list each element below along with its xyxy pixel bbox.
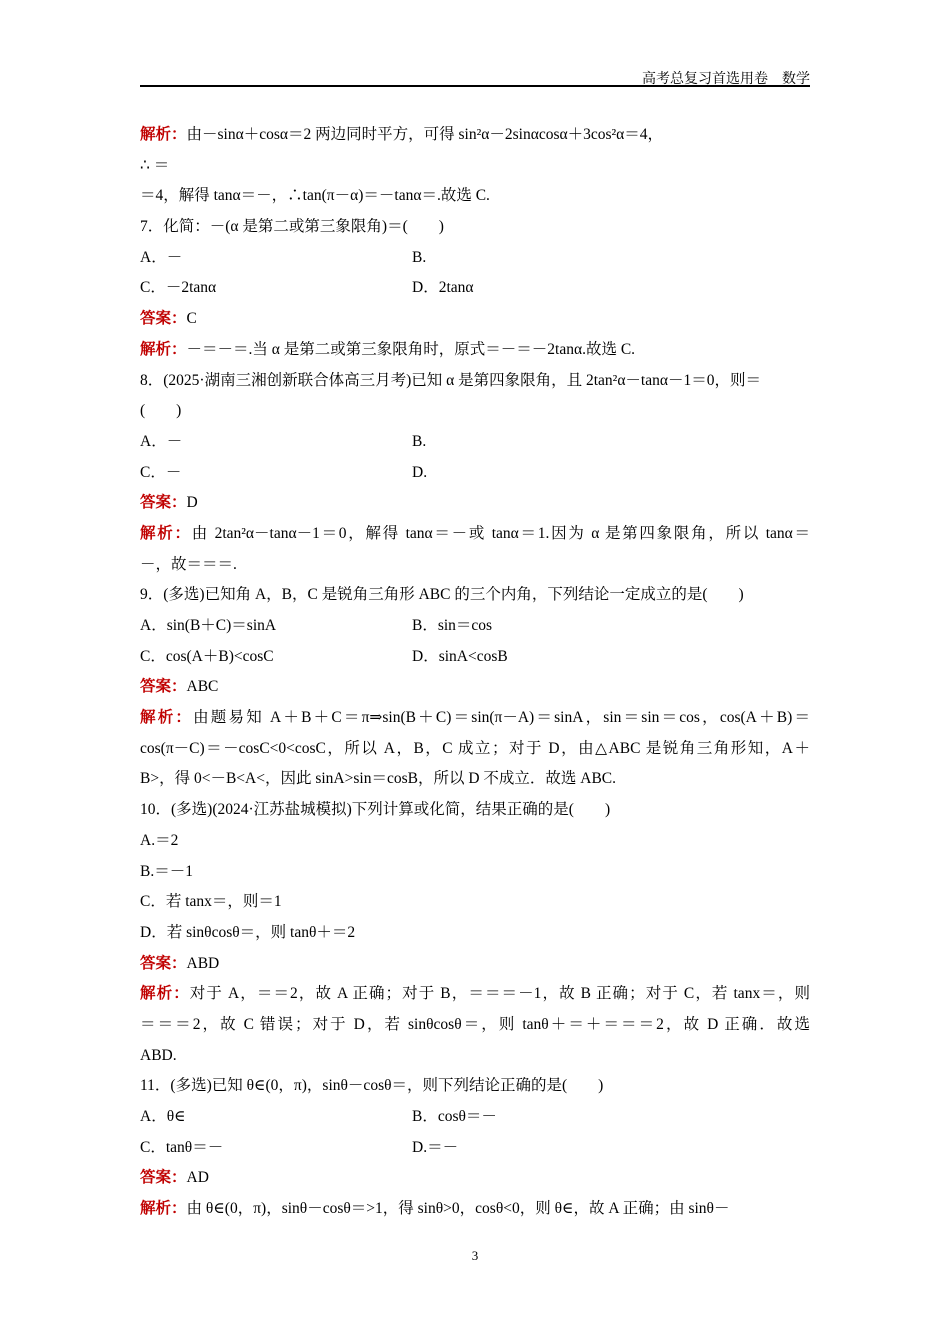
- line-text: ∴ ＝: [140, 156, 170, 174]
- answer-label: 解析：: [140, 524, 192, 542]
- text-line: [140, 918, 810, 949]
- line-text: ＝＝＝2，故 C 错误；对于 D，若 sinθcosθ＝，则 tanθ＋＝＋＝＝＝2，故 D 正确．故选: [140, 1015, 810, 1033]
- text-line: [140, 764, 810, 795]
- line-text: B.＝－1: [140, 862, 193, 880]
- text-line: [140, 887, 810, 918]
- option-right: D.: [412, 463, 428, 481]
- option-row: [140, 642, 810, 673]
- line-text: 由题易知 A＋B＋C＝π⇒sin(B＋C)＝sin(π－A)＝sinA，sin＝sin＝cos，cos(A＋B)＝: [193, 709, 810, 727]
- option-left: A．sin(B＋C)＝sinA: [140, 617, 277, 634]
- text-line: [140, 304, 810, 335]
- text-line: [140, 1163, 810, 1194]
- page-header-title: 高考总复习首选用卷 数学: [642, 72, 810, 87]
- line-text: ＝4，解得 tanα＝－，∴tan(π－α)＝－tanα＝.故选 C.: [140, 187, 490, 205]
- line-text: ABD: [186, 954, 220, 972]
- option-left: C．tanθ＝－: [140, 1138, 224, 1156]
- line-text: 由 θ∈(0，π)，sinθ－cosθ＝>1，得 sinθ>0，cosθ<0，则 θ∈，故 A 正确；由 sinθ－: [186, 1200, 730, 1218]
- text-line: [140, 795, 810, 826]
- line-text: B>，得 0<－B<A<，因此 sinA>sin＝cosB，所以 D 不成立．故选 ABC.: [140, 770, 617, 788]
- option-left: A．－: [140, 248, 183, 266]
- option-row: [140, 611, 810, 642]
- option-left: A．－: [140, 432, 183, 450]
- option-right: D．2tanα: [412, 279, 474, 297]
- text-line: [140, 1194, 810, 1225]
- option-row: [140, 1102, 810, 1133]
- option-left: C．cos(A＋B)<cosC: [140, 647, 274, 665]
- answer-label: 答案：: [140, 678, 187, 696]
- text-line: [140, 857, 810, 888]
- line-text: 11．(多选)已知 θ∈(0，π)，sinθ－cosθ＝，则下列结论正确的是( ): [140, 1077, 604, 1095]
- answer-label: 答案：: [140, 1169, 187, 1187]
- document-body: [140, 120, 810, 1225]
- text-line: [140, 151, 810, 182]
- text-line: [140, 734, 810, 765]
- text-line: [140, 1010, 810, 1041]
- line-text: D．若 sinθcosθ＝，则 tanθ＋＝2: [140, 923, 356, 941]
- text-line: [140, 672, 810, 703]
- option-right: B.: [412, 432, 427, 450]
- answer-label: 解析：: [140, 985, 190, 1003]
- line-text: ABD.: [140, 1046, 177, 1064]
- line-text: C: [186, 310, 197, 328]
- text-line: [140, 120, 810, 151]
- text-line: [140, 826, 810, 857]
- option-row: [140, 243, 810, 274]
- line-text: 8．(2025·湖南三湘创新联合体高三月考)已知 α 是第四象限角，且 2tan²α－tanα－1＝0，则＝: [140, 371, 761, 389]
- answer-label: 解析：: [140, 709, 194, 727]
- text-line: [140, 1041, 810, 1072]
- text-line: [140, 396, 810, 427]
- option-left: C．－2tanα: [140, 279, 217, 297]
- text-line: [140, 519, 810, 550]
- option-row: [140, 427, 810, 458]
- text-line: [140, 366, 810, 397]
- text-line: [140, 335, 810, 366]
- line-text: cos(π－C)＝－cosC<0<cosC，所以 A，B，C 成立；对于 D，由△ABC 是锐角三角形知，A＋: [140, 739, 810, 757]
- text-line: [140, 550, 810, 581]
- line-text: 由 2tan²α－tanα－1＝0，解得 tanα＝－或 tanα＝1.因为 α 是第四象限角，所以 tanα＝: [191, 524, 810, 542]
- option-row: [140, 458, 810, 489]
- text-line: [140, 580, 810, 611]
- text-line: [140, 181, 810, 212]
- text-line: [140, 703, 810, 734]
- answer-label: 解析：: [140, 126, 187, 143]
- option-right: B．sin＝cos: [412, 617, 493, 634]
- page-number: 3: [471, 1248, 479, 1263]
- answer-label: 解析：: [140, 340, 187, 358]
- option-right: B．cosθ＝－: [412, 1108, 497, 1125]
- option-right: B.: [412, 248, 427, 266]
- option-left: C．－: [140, 463, 182, 481]
- line-text: －，故＝＝＝.: [140, 555, 237, 573]
- text-line: [140, 949, 810, 980]
- line-text: C．若 tanx＝，则＝1: [140, 893, 282, 911]
- answer-label: 解析：: [140, 1200, 187, 1218]
- header-rule: [140, 85, 810, 87]
- option-row: [140, 273, 810, 304]
- option-right: D.＝－: [412, 1138, 459, 1156]
- answer-label: 答案：: [140, 494, 187, 512]
- option-row: [140, 1133, 810, 1164]
- line-text: D: [186, 494, 198, 512]
- line-text: 由－sinα＋cosα＝2 两边同时平方，可得 sin²α－2sinαcosα＋3cos²α＝4，: [186, 126, 664, 143]
- line-text: －＝－＝.当 α 是第二或第三象限角时，原式＝－＝－2tanα.故选 C.: [186, 340, 636, 358]
- line-text: 10．(多选)(2024·江苏盐城模拟)下列计算或化简，结果正确的是( ): [140, 801, 611, 819]
- line-text: 对于 A，＝＝2，故 A 正确；对于 B，＝＝＝－1，故 B 正确；对于 C，若 tanx＝，则: [189, 985, 810, 1003]
- text-line: [140, 212, 810, 243]
- line-text: AD: [186, 1169, 209, 1187]
- line-text: ABC: [186, 678, 219, 696]
- line-text: A.＝2: [140, 831, 179, 849]
- text-line: [140, 488, 810, 519]
- option-left: A．θ∈: [140, 1108, 186, 1125]
- line-text: ( ): [140, 402, 182, 420]
- text-line: [140, 979, 810, 1010]
- line-text: 7．化简：－(α 是第二或第三象限角)＝( ): [140, 218, 444, 236]
- text-line: [140, 1071, 810, 1102]
- answer-label: 答案：: [140, 954, 187, 972]
- line-text: 9．(多选)已知角 A，B，C 是锐角三角形 ABC 的三个内角，下列结论一定成立的是( ): [140, 586, 744, 604]
- answer-label: 答案：: [140, 310, 187, 328]
- option-right: D．sinA<cosB: [412, 647, 508, 665]
